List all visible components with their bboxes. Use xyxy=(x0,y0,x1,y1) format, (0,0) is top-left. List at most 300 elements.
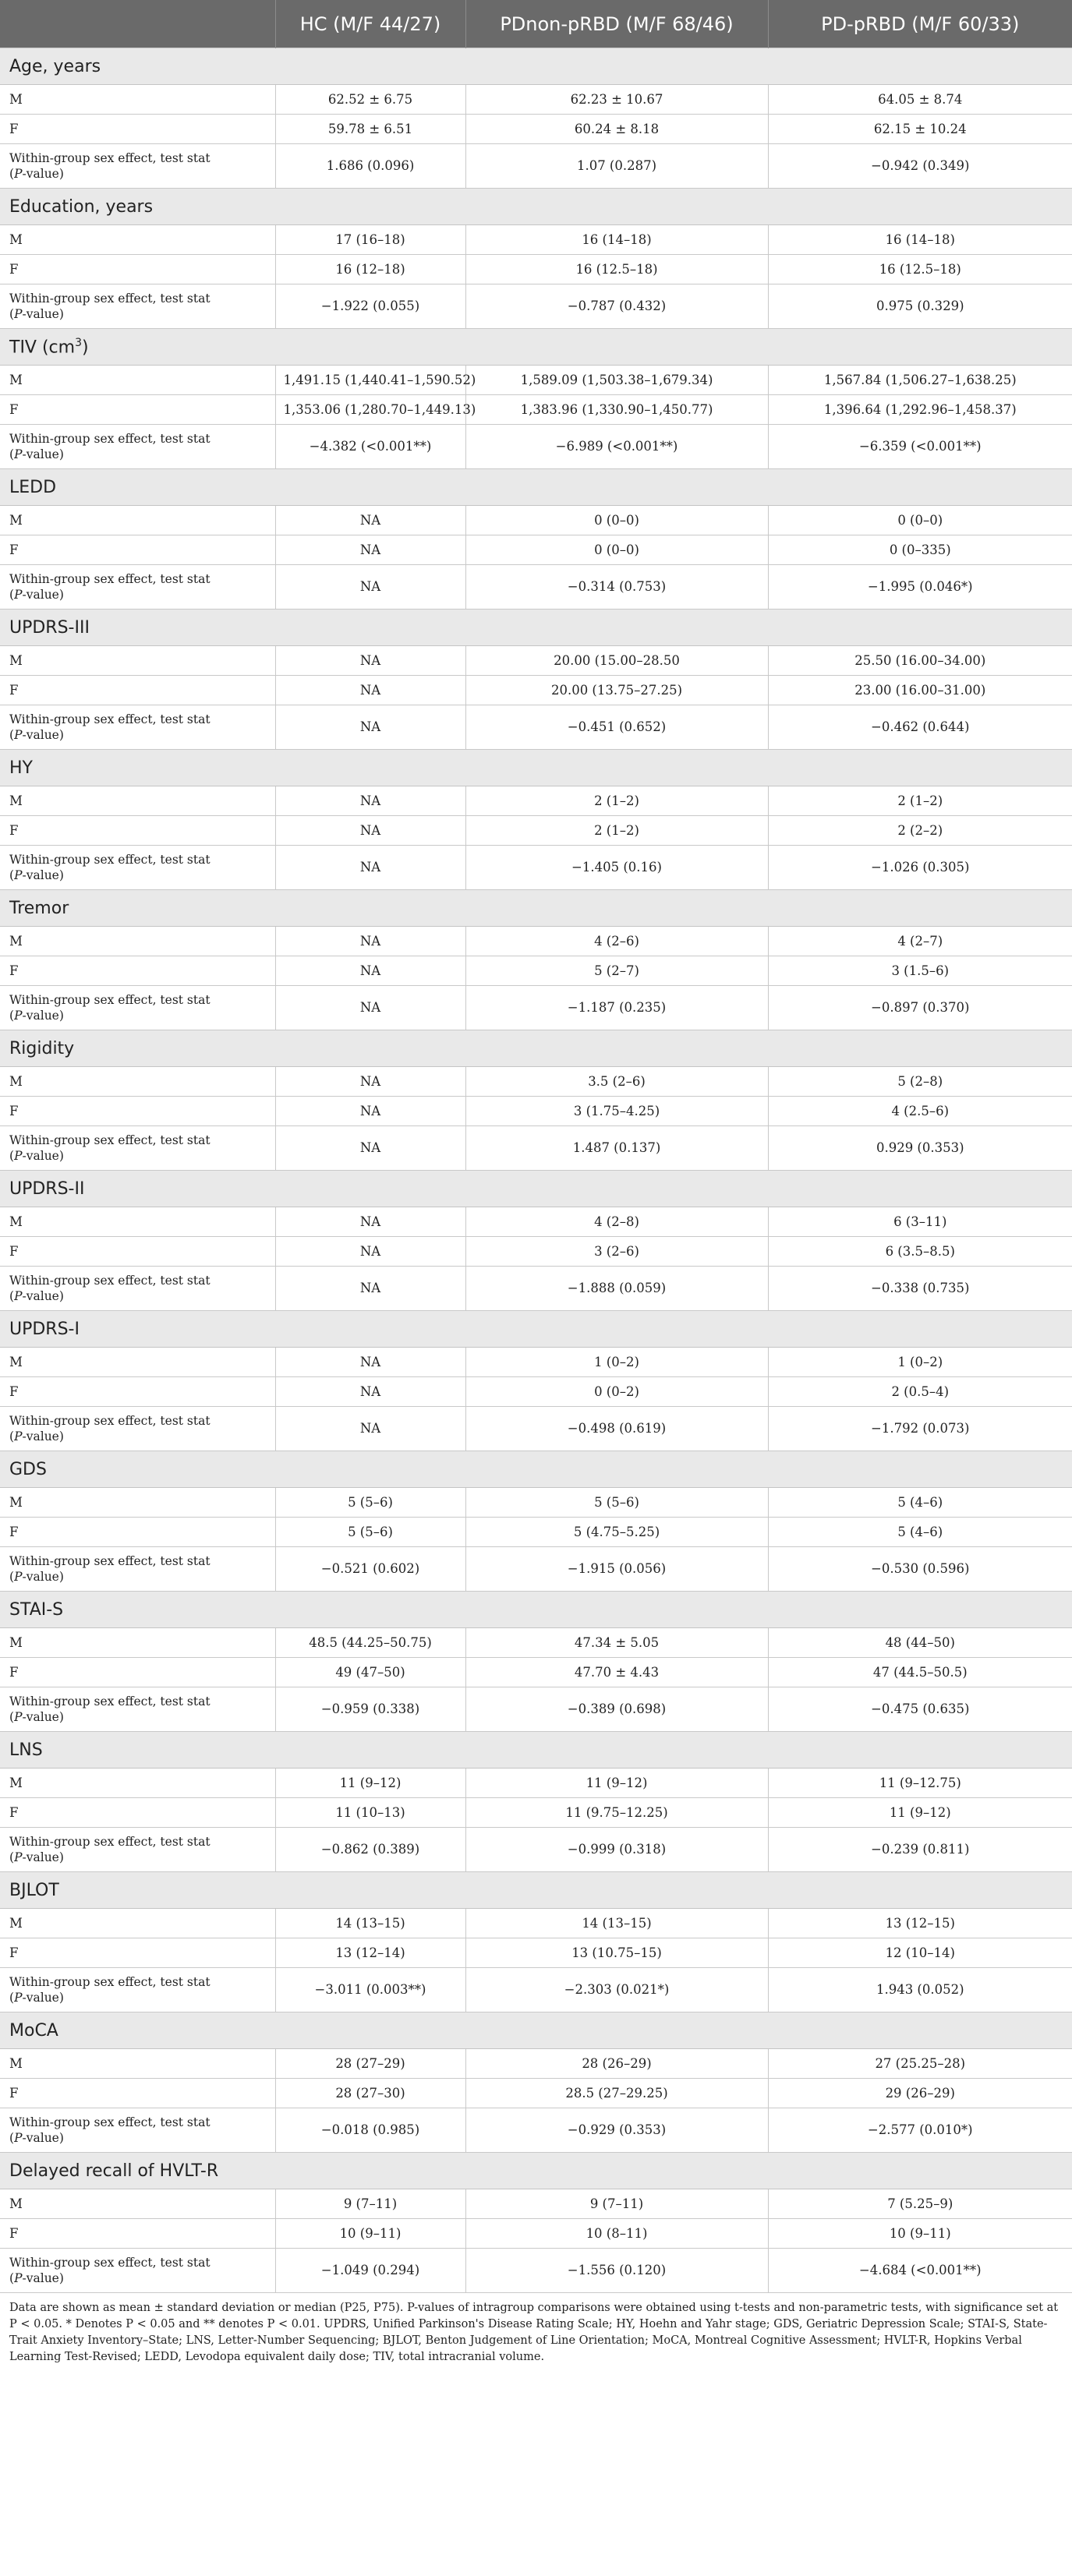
table-cell: 1,353.06 (1,280.70–1,449.13) xyxy=(275,395,465,425)
table-cell: 1.686 (0.096) xyxy=(275,144,465,189)
table-cell: 5 (5–6) xyxy=(275,1518,465,1547)
header-blank xyxy=(0,0,275,48)
section-header-row xyxy=(0,1592,1072,1628)
section-header-row xyxy=(0,2012,1072,2049)
row-label xyxy=(0,927,275,956)
table-cell: −6.359 (<0.001**) xyxy=(768,425,1072,469)
table-cell: 2 (2–2) xyxy=(768,816,1072,846)
table-cell: 11 (9–12) xyxy=(275,1769,465,1798)
table-cell: 17 (16–18) xyxy=(275,225,465,255)
section-title xyxy=(0,329,1072,366)
section-title-text: Age, years xyxy=(9,56,101,76)
table-cell: −2.303 (0.021*) xyxy=(465,1968,768,2012)
table-row xyxy=(0,395,1072,425)
table-cell: 5 (5–6) xyxy=(465,1488,768,1518)
table-cell: NA xyxy=(275,956,465,986)
table-cell: 4 (2–7) xyxy=(768,927,1072,956)
section-title-text: BJLOT xyxy=(9,1880,59,1900)
table-cell: 3.5 (2–6) xyxy=(465,1067,768,1097)
table-row xyxy=(0,1547,1072,1592)
p-value-label: P xyxy=(14,1149,23,1163)
table-cell: 5 (4.75–5.25) xyxy=(465,1518,768,1547)
table-cell: −1.922 (0.055) xyxy=(275,284,465,329)
row-label-text: M xyxy=(9,1214,23,1229)
row-label xyxy=(0,85,275,115)
row-label-text: Within-group sex effect, test stat xyxy=(9,1554,211,1568)
section-header-row xyxy=(0,1171,1072,1207)
row-label-text: F xyxy=(9,1665,19,1680)
row-label-text: Within-group sex effect, test stat xyxy=(9,292,211,306)
table-cell: −1.792 (0.073) xyxy=(768,1407,1072,1451)
row-label xyxy=(0,2219,275,2249)
row-label: Within-group sex effect, test stat (P-value) xyxy=(0,1407,275,1451)
table-cell: −0.475 (0.635) xyxy=(768,1687,1072,1732)
section-title xyxy=(0,48,1072,85)
table-cell: NA xyxy=(275,1407,465,1451)
table-row xyxy=(0,1909,1072,1938)
row-label: Within-group sex effect, test stat (P-value) xyxy=(0,846,275,890)
row-label-text: Within-group sex effect, test stat xyxy=(9,853,211,867)
table-cell: 13 (10.75–15) xyxy=(465,1938,768,1968)
row-label-text: Within-group sex effect, test stat xyxy=(9,1694,211,1708)
row-label-text: M xyxy=(9,1074,23,1089)
p-value-label: P xyxy=(14,2271,23,2285)
section-title xyxy=(0,1872,1072,1909)
table-row xyxy=(0,565,1072,610)
table-cell: 62.52 ± 6.75 xyxy=(275,85,465,115)
table-cell: 47 (44.5–50.5) xyxy=(768,1658,1072,1687)
row-label: Within-group sex effect, test stat (P-value) xyxy=(0,565,275,610)
table-cell: −2.577 (0.010*) xyxy=(768,2108,1072,2153)
table-cell: 11 (9–12) xyxy=(465,1769,768,1798)
table-cell: 10 (8–11) xyxy=(465,2219,768,2249)
table-cell: 1.943 (0.052) xyxy=(768,1968,1072,2012)
row-label-text: M xyxy=(9,1355,23,1369)
table-cell: 49 (47–50) xyxy=(275,1658,465,1687)
table-cell: −3.011 (0.003**) xyxy=(275,1968,465,2012)
table-cell: NA xyxy=(275,1207,465,1237)
table-row xyxy=(0,506,1072,535)
p-value-label: P xyxy=(14,1009,23,1023)
row-label-text: M xyxy=(9,934,23,949)
row-label xyxy=(0,1628,275,1658)
row-label-text: M xyxy=(9,2196,23,2211)
table-row xyxy=(0,1628,1072,1658)
table-row xyxy=(0,1658,1072,1687)
table-cell: 28 (27–30) xyxy=(275,2079,465,2108)
table-row xyxy=(0,1237,1072,1267)
section-header-row xyxy=(0,469,1072,506)
table-cell: −0.959 (0.338) xyxy=(275,1687,465,1732)
table-row xyxy=(0,646,1072,676)
table-cell: −1.026 (0.305) xyxy=(768,846,1072,890)
row-label-text: F xyxy=(9,542,19,557)
section-title-text: HY xyxy=(9,758,33,778)
row-label-text: F xyxy=(9,683,19,698)
table-cell: −0.862 (0.389) xyxy=(275,1828,465,1872)
row-label-text: F xyxy=(9,2086,19,2101)
table-row xyxy=(0,2219,1072,2249)
table-row xyxy=(0,927,1072,956)
row-label-text: M xyxy=(9,1776,23,1790)
table-cell: −0.897 (0.370) xyxy=(768,986,1072,1030)
row-label xyxy=(0,1067,275,1097)
row-label-text: Within-group sex effect, test stat xyxy=(9,151,211,165)
p-value-label: P xyxy=(14,588,23,602)
section-title xyxy=(0,469,1072,506)
table-cell: 12 (10–14) xyxy=(768,1938,1072,1968)
table-cell: NA xyxy=(275,1377,465,1407)
table-cell: −0.521 (0.602) xyxy=(275,1547,465,1592)
row-label: Within-group sex effect, test stat (P-value) xyxy=(0,1267,275,1311)
table-cell: NA xyxy=(275,1237,465,1267)
table-cell: NA xyxy=(275,986,465,1030)
table-cell: 11 (9–12) xyxy=(768,1798,1072,1828)
table-cell: 1 (0–2) xyxy=(768,1348,1072,1377)
table-cell: 1.07 (0.287) xyxy=(465,144,768,189)
row-label-text: F xyxy=(9,1104,19,1118)
table-cell: 2 (0.5–4) xyxy=(768,1377,1072,1407)
table-row xyxy=(0,2079,1072,2108)
table-cell: NA xyxy=(275,1267,465,1311)
table-cell: 2 (1–2) xyxy=(465,786,768,816)
table-cell: 28 (27–29) xyxy=(275,2049,465,2079)
row-label-text: Within-group sex effect, test stat xyxy=(9,572,211,586)
row-label xyxy=(0,1207,275,1237)
table-cell: NA xyxy=(275,506,465,535)
row-label-text: F xyxy=(9,1945,19,1960)
section-title xyxy=(0,750,1072,786)
row-label-text: Within-group sex effect, test stat xyxy=(9,432,211,446)
p-value-label: P xyxy=(14,167,23,181)
section-title-text: Education, years xyxy=(9,196,154,217)
table-cell: 2 (1–2) xyxy=(768,786,1072,816)
row-label-text: F xyxy=(9,823,19,838)
row-label-text: F xyxy=(9,122,19,136)
table-cell: 59.78 ± 6.51 xyxy=(275,115,465,144)
section-title xyxy=(0,1592,1072,1628)
table-cell: 62.23 ± 10.67 xyxy=(465,85,768,115)
table-cell: 9 (7–11) xyxy=(275,2189,465,2219)
section-title-text: Delayed recall of HVLT-R xyxy=(9,2161,219,2181)
header-pd-prbd: PD-pRBD (M/F 60/33) xyxy=(768,0,1072,48)
table-cell: −1.049 (0.294) xyxy=(275,2249,465,2293)
table-cell: 11 (9.75–12.25) xyxy=(465,1798,768,1828)
table-row xyxy=(0,1687,1072,1732)
row-label: Within-group sex effect, test stat (P-value) xyxy=(0,1687,275,1732)
p-value-label: P xyxy=(14,1850,23,1864)
row-label xyxy=(0,506,275,535)
section-title xyxy=(0,1171,1072,1207)
table-cell: 5 (2–7) xyxy=(465,956,768,986)
table-cell: 1 (0–2) xyxy=(465,1348,768,1377)
p-value-label: P xyxy=(14,1570,23,1584)
table-footnote: Data are shown as mean ± standard deviation or median (P25, P75). P-values of intragroup comparisons were obtained using t-tests and non-parametric tests, with significance set at P < 0.05. * Denotes P < 0.05 and ** denotes P < 0.01. UPDRS, Unified Parkinson's Disease Rating Scale; HY, Hoehn and Yahr stage; GDS, Geriatric Depression Scale; STAI-S, State-Trait Anxiety Inventory–State; LNS, Letter-Number Sequencing; BJLOT, Benton Judgement of Line Orientation; MoCA, Montreal Cognitive Assessment; HVLT-R, Hopkins Verbal Learning Test-Revised; LEDD, Levodopa equivalent daily dose; TIV, total intracranial volume. xyxy=(9,2302,1059,2363)
row-label-text: Within-group sex effect, test stat xyxy=(9,2115,211,2129)
table-cell: 64.05 ± 8.74 xyxy=(768,85,1072,115)
section-header-row xyxy=(0,2153,1072,2189)
table-row xyxy=(0,425,1072,469)
header-row xyxy=(0,0,1072,48)
row-label-text: M xyxy=(9,1635,23,1650)
section-title xyxy=(0,1311,1072,1348)
table-cell: −0.498 (0.619) xyxy=(465,1407,768,1451)
table-cell: 1.487 (0.137) xyxy=(465,1126,768,1171)
row-label xyxy=(0,395,275,425)
table-row xyxy=(0,284,1072,329)
table-cell: NA xyxy=(275,786,465,816)
table-cell: −0.999 (0.318) xyxy=(465,1828,768,1872)
section-title xyxy=(0,2153,1072,2189)
header-hc: HC (M/F 44/27) xyxy=(275,0,465,48)
table-cell: NA xyxy=(275,846,465,890)
row-label-text: M xyxy=(9,232,23,247)
section-title-text: Rigidity xyxy=(9,1038,75,1058)
table-cell: −4.382 (<0.001**) xyxy=(275,425,465,469)
table-cell: 3 (2–6) xyxy=(465,1237,768,1267)
row-label-text: F xyxy=(9,1805,19,1820)
row-label xyxy=(0,1798,275,1828)
section-header-row xyxy=(0,750,1072,786)
table-row xyxy=(0,535,1072,565)
table-row xyxy=(0,705,1072,750)
table-cell: 6 (3.5–8.5) xyxy=(768,1237,1072,1267)
table-cell: 5 (4–6) xyxy=(768,1488,1072,1518)
table-cell: 60.24 ± 8.18 xyxy=(465,115,768,144)
table-cell: 13 (12–14) xyxy=(275,1938,465,1968)
p-value-label: P xyxy=(14,2131,23,2145)
section-title-text: LNS xyxy=(9,1740,43,1760)
section-header-row xyxy=(0,1872,1072,1909)
row-label xyxy=(0,1658,275,1687)
table-row xyxy=(0,225,1072,255)
table-cell: NA xyxy=(275,1126,465,1171)
row-label: Within-group sex effect, test stat (P-value) xyxy=(0,425,275,469)
section-header-row xyxy=(0,1732,1072,1769)
row-label-text: Within-group sex effect, test stat xyxy=(9,1414,211,1428)
table-cell: 3 (1.75–4.25) xyxy=(465,1097,768,1126)
table-cell: 16 (12–18) xyxy=(275,255,465,284)
row-label: Within-group sex effect, test stat (P-value) xyxy=(0,986,275,1030)
row-label xyxy=(0,1237,275,1267)
section-header-row xyxy=(0,1030,1072,1067)
row-label xyxy=(0,1348,275,1377)
p-value-label: P xyxy=(14,307,23,321)
row-label: Within-group sex effect, test stat (P-value) xyxy=(0,284,275,329)
row-label: Within-group sex effect, test stat (P-value) xyxy=(0,1968,275,2012)
row-label-text: Within-group sex effect, test stat xyxy=(9,993,211,1007)
p-value-label: P xyxy=(14,1710,23,1724)
table-row xyxy=(0,1828,1072,1872)
table-cell: 2 (1–2) xyxy=(465,816,768,846)
table-cell: 62.15 ± 10.24 xyxy=(768,115,1072,144)
table-row xyxy=(0,846,1072,890)
table-cell: 23.00 (16.00–31.00) xyxy=(768,676,1072,705)
table-cell: 1,567.84 (1,506.27–1,638.25) xyxy=(768,366,1072,395)
row-label xyxy=(0,366,275,395)
row-label xyxy=(0,646,275,676)
section-header-row xyxy=(0,189,1072,225)
row-label: Within-group sex effect, test stat (P-value) xyxy=(0,1126,275,1171)
table-cell: 5 (5–6) xyxy=(275,1488,465,1518)
row-label-text: Within-group sex effect, test stat xyxy=(9,2256,211,2270)
table-cell: 25.50 (16.00–34.00) xyxy=(768,646,1072,676)
table-row xyxy=(0,115,1072,144)
table-row xyxy=(0,1968,1072,2012)
row-label xyxy=(0,1097,275,1126)
table-cell: 0 (0–0) xyxy=(465,506,768,535)
section-header-row xyxy=(0,610,1072,646)
row-label xyxy=(0,1909,275,1938)
row-label xyxy=(0,786,275,816)
row-label xyxy=(0,1377,275,1407)
table-row xyxy=(0,816,1072,846)
table-row xyxy=(0,2108,1072,2153)
table-cell: 0 (0–0) xyxy=(465,535,768,565)
section-header-row xyxy=(0,329,1072,366)
table-cell: 11 (10–13) xyxy=(275,1798,465,1828)
table-row xyxy=(0,986,1072,1030)
table-cell: −0.338 (0.735) xyxy=(768,1267,1072,1311)
table-cell: 4 (2–8) xyxy=(465,1207,768,1237)
table-cell: 0 (0–0) xyxy=(768,506,1072,535)
row-label xyxy=(0,1938,275,1968)
row-label xyxy=(0,115,275,144)
table-cell: −4.684 (<0.001**) xyxy=(768,2249,1072,2293)
table-cell: 6 (3–11) xyxy=(768,1207,1072,1237)
table-cell: NA xyxy=(275,565,465,610)
table-cell: 47.70 ± 4.43 xyxy=(465,1658,768,1687)
table-cell: −0.942 (0.349) xyxy=(768,144,1072,189)
row-label-text: Within-group sex effect, test stat xyxy=(9,1835,211,1849)
section-title-text: GDS xyxy=(9,1459,47,1479)
row-label xyxy=(0,535,275,565)
table-cell: 16 (12.5–18) xyxy=(768,255,1072,284)
row-label-text: F xyxy=(9,963,19,978)
row-label-text: Within-group sex effect, test stat xyxy=(9,1975,211,1989)
row-label-text: M xyxy=(9,1916,23,1931)
table-cell: 11 (9–12.75) xyxy=(768,1769,1072,1798)
row-label-text: M xyxy=(9,373,23,387)
row-label: Within-group sex effect, test stat (P-value) xyxy=(0,705,275,750)
row-label-text: F xyxy=(9,2226,19,2241)
section-title-superscript: 3 xyxy=(75,336,83,349)
table-cell: 0.975 (0.329) xyxy=(768,284,1072,329)
table-cell: 48 (44–50) xyxy=(768,1628,1072,1658)
row-label: Within-group sex effect, test stat (P-value) xyxy=(0,2108,275,2153)
table-row xyxy=(0,956,1072,986)
table-cell: NA xyxy=(275,1097,465,1126)
table-cell: 4 (2–6) xyxy=(465,927,768,956)
table-cell: 28 (26–29) xyxy=(465,2049,768,2079)
table-cell: −0.239 (0.811) xyxy=(768,1828,1072,1872)
table-cell: NA xyxy=(275,705,465,750)
table-cell: −0.018 (0.985) xyxy=(275,2108,465,2153)
row-label-text: Within-group sex effect, test stat xyxy=(9,1274,211,1288)
table-cell: 14 (13–15) xyxy=(275,1909,465,1938)
row-label-text: Within-group sex effect, test stat xyxy=(9,712,211,726)
table-cell: −1.405 (0.16) xyxy=(465,846,768,890)
table-cell: 10 (9–11) xyxy=(768,2219,1072,2249)
row-label-text: M xyxy=(9,793,23,808)
table-cell: 16 (12.5–18) xyxy=(465,255,768,284)
table-cell: 27 (25.25–28) xyxy=(768,2049,1072,2079)
table-cell: NA xyxy=(275,1348,465,1377)
row-label-text: M xyxy=(9,92,23,107)
table-cell: 9 (7–11) xyxy=(465,2189,768,2219)
table-cell: −0.787 (0.432) xyxy=(465,284,768,329)
table-row xyxy=(0,1488,1072,1518)
section-title-text: MoCA xyxy=(9,2020,58,2041)
row-label-text: M xyxy=(9,1495,23,1510)
row-label xyxy=(0,956,275,986)
table-cell: −0.462 (0.644) xyxy=(768,705,1072,750)
section-title xyxy=(0,890,1072,927)
section-title xyxy=(0,189,1072,225)
table-cell: 47.34 ± 5.05 xyxy=(465,1628,768,1658)
table-row xyxy=(0,676,1072,705)
table-cell: NA xyxy=(275,1067,465,1097)
row-label-text: F xyxy=(9,1384,19,1399)
row-label xyxy=(0,1518,275,1547)
table-cell: 16 (14–18) xyxy=(768,225,1072,255)
row-label xyxy=(0,816,275,846)
table-row xyxy=(0,2049,1072,2079)
row-label: Within-group sex effect, test stat (P-value) xyxy=(0,1828,275,1872)
table-row xyxy=(0,1097,1072,1126)
p-value-label: P xyxy=(14,1289,23,1303)
table-cell: −1.556 (0.120) xyxy=(465,2249,768,2293)
table-cell: 48.5 (44.25–50.75) xyxy=(275,1628,465,1658)
table-cell: 14 (13–15) xyxy=(465,1909,768,1938)
table-row xyxy=(0,1798,1072,1828)
p-value-label: P xyxy=(14,1429,23,1443)
row-label xyxy=(0,1769,275,1798)
table-cell: −0.389 (0.698) xyxy=(465,1687,768,1732)
section-title-text: STAI-S xyxy=(9,1599,64,1620)
row-label-text: M xyxy=(9,653,23,668)
table-cell: 16 (14–18) xyxy=(465,225,768,255)
section-title-text: Tremor xyxy=(9,898,69,918)
section-title-text: TIV (cm xyxy=(9,337,76,358)
table-cell: −1.888 (0.059) xyxy=(465,1267,768,1311)
table-cell: −0.314 (0.753) xyxy=(465,565,768,610)
p-value-label: P xyxy=(14,728,23,742)
section-title xyxy=(0,1732,1072,1769)
table-cell: NA xyxy=(275,927,465,956)
header-pdnon-prbd: PDnon-pRBD (M/F 68/46) xyxy=(465,0,768,48)
p-value-label: P xyxy=(14,868,23,882)
table-cell: 28.5 (27–29.25) xyxy=(465,2079,768,2108)
row-label xyxy=(0,2189,275,2219)
table-cell: −1.915 (0.056) xyxy=(465,1547,768,1592)
section-title-text: LEDD xyxy=(9,477,57,497)
table-cell: −0.530 (0.596) xyxy=(768,1547,1072,1592)
section-header-row xyxy=(0,1451,1072,1488)
table-row xyxy=(0,1126,1072,1171)
row-label-text: Within-group sex effect, test stat xyxy=(9,1133,211,1147)
table-row xyxy=(0,786,1072,816)
table-cell: −6.989 (<0.001**) xyxy=(465,425,768,469)
table-row xyxy=(0,1267,1072,1311)
table-row xyxy=(0,1377,1072,1407)
row-label xyxy=(0,2079,275,2108)
table-cell: 10 (9–11) xyxy=(275,2219,465,2249)
section-title xyxy=(0,2012,1072,2049)
row-label xyxy=(0,255,275,284)
table-cell: NA xyxy=(275,816,465,846)
table-row xyxy=(0,144,1072,189)
